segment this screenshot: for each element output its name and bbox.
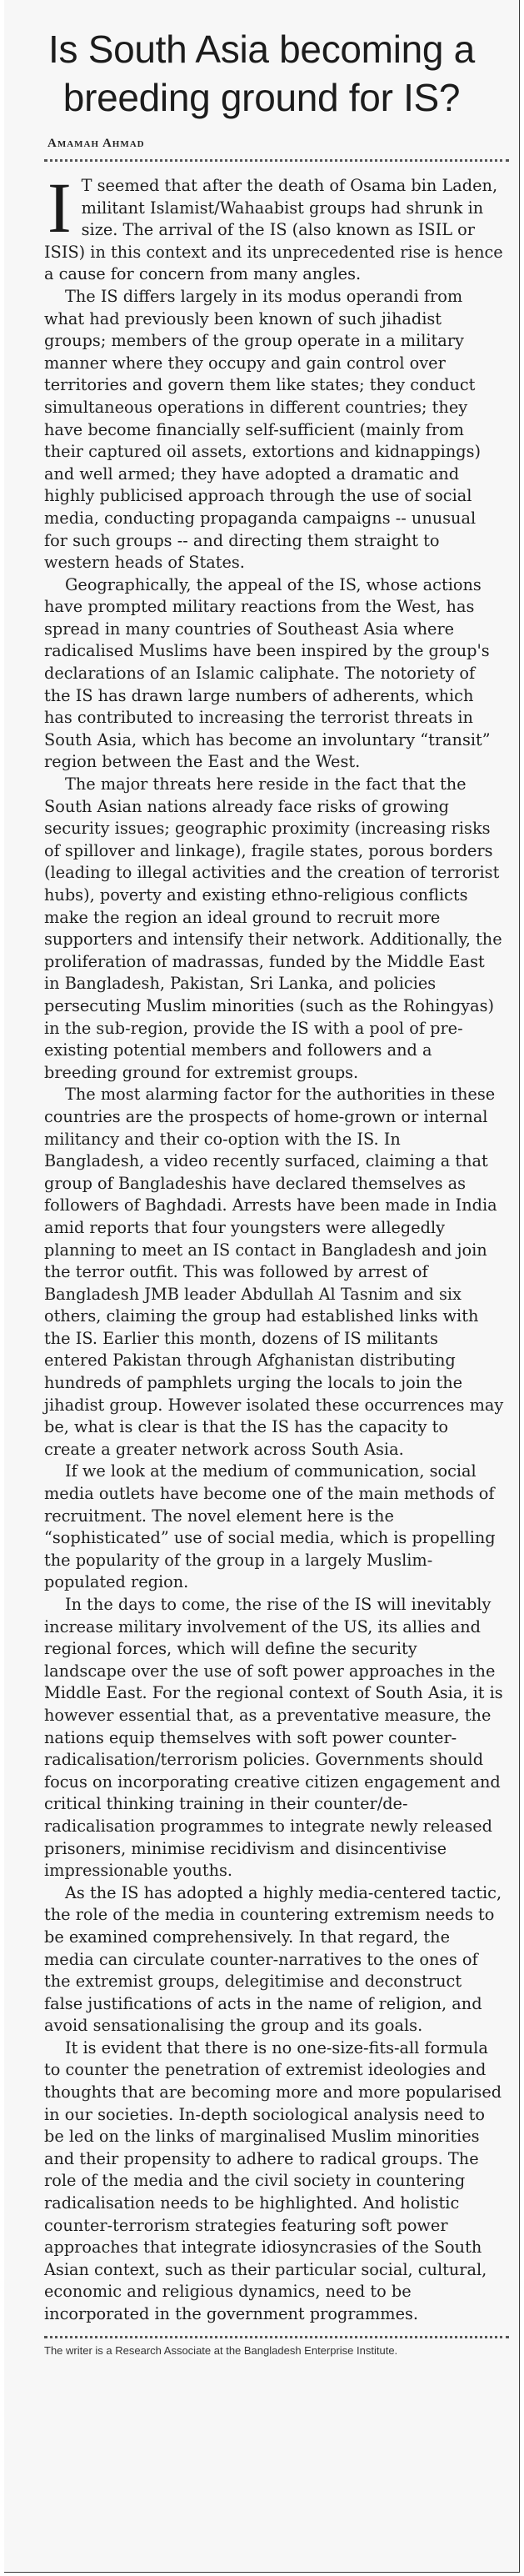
article-body [44,168,504,2326]
newspaper-clipping [4,0,520,2573]
author-footnote: The writer is a Research Associate at the Bangladesh Enterprise Institute. [44,2343,398,2357]
article-byline: Amamah Ahmad [47,137,145,150]
article-paragraph: As the IS has adopted a highly media-centered tactic, the role of the media in countering extremism needs to be examined comprehensively. In that regard, the media can circulate counter-narratives to the ones of the extremist groups, delegitimise and deconstruct false justifications of acts in the name of religion, and avoid sensationalising the group and its goals. [44,1882,502,2036]
footnote-divider [44,2336,509,2338]
paragraph-text: T seemed that after the death of Osama bin Laden, militant Islamist/Wahaabist groups had shrunk in size. The arrival of the IS (also known as ISIL or ISIS) in this context and its unprecedented rise is hence a cause for concern from many angles. [44,176,503,284]
article-paragraph: Geographically, the appeal of the IS, whose actions have prompted military reactions from the West, has spread in many countries of Southeast Asia where radicalised Muslims have been inspired by the group's declarations of an Islamic caliphate. The notoriety of the IS has drawn large numbers of adherents, which has contributed to increasing the terrorist threats in South Asia, which has become an involuntary “transit” region between the East and the West. [44,574,491,772]
article-paragraph: In the days to come, the rise of the IS will inevitably increase military involvement of the US, its allies and regional forces, which will define the security landscape over the use of soft power approaches in the Middle East. For the regional context of South Asia, it is however essential that, as a preventative measure, the nations equip themselves with soft power counter-radicalisation/terrorism policies. Governments should focus on incorporating creative citizen engagement and critical thinking training in their counter/de-radicalisation programmes to integrate newly released prisoners, minimise recidivism and disincentivise impressionable youths. [44,1595,503,1881]
article-paragraph: The IS differs largely in its modus operandi from what had previously been known of such jihadist groups; members of the group operate in a military manner where they occupy and gain control over territories and govern them like states; they conduct simultaneous operations in different countries; they have become financially self-sufficient (mainly from their captured oil assets, extortions and kidnappings) and well armed; they have adopted a dramatic and highly publicised approach through the use of social media, conducting propaganda campaigns -- unusual for such groups -- and directing them straight to western heads of States. [44,286,482,573]
drop-cap: I [47,168,72,248]
article-headline: Is South Asia becoming a breeding ground for IS? [48,28,475,119]
article-paragraph: If we look at the medium of communication, social media outlets have become one of the main methods of recruitment. The novel element here is the “sophisticated” use of social media, which is propelling the popularity of the group in a largely Muslim-populated region. [44,1461,496,1592]
article-paragraph: The most alarming factor for the authorities in these countries are the prospects of home-grown or internal militancy and their co-option with the IS. In Bangladesh, a video recently surfaced, claiming a that group of Bangladeshis have declared themselves as followers of Baghdadi. Arrests have been made in India amid reports that four youngsters were allegedly planning to meet an IS contact in Bangladesh and join the terror outfit. This was followed by arrest of Bangladesh JMB leader Abdullah Al Tasnim and six others, claiming the group had established links with the IS. Earlier this month, dozens of IS militants entered Pakistan through Afghanistan distributing hundreds of pamphlets urging the locals to join the jihadist group. However isolated these occurrences may be, what is clear is that the IS has the capacity to create a greater network across South Asia. [44,1085,504,1459]
article-paragraph: The major threats here reside in the fact that the South Asian nations already face risks of growing security issues; geographic proximity (increasing risks of spillover and linkage), fragile states, porous borders (leading to illegal activities and the creation of terrorist hubs), poverty and existing ethno-religious conflicts make the region an ideal ground to recruit more supporters and intensify their network. Additionally, the proliferation of madrassas, funded by the Middle East in Bangladesh, Pakistan, Sri Lanka, and policies persecuting Muslim minorities (such as the Rohingyas) in the sub-region, provide the IS with a pool of pre-existing potential members and followers and a breeding ground for extremist groups. [44,774,502,1082]
article-paragraph [44,168,504,286]
byline-divider [44,159,509,162]
article-paragraph: It is evident that there is no one-size-fits-all formula to counter the penetration of extremist ideologies and thoughts that are becoming more and more popularised in our societies. In-depth sociological analysis need to be led on the links of marginalised Muslim minorities and their propensity to adhere to radical groups. The role of the media and the civil society in countering radicalisation needs to be highlighted. And holistic counter-terrorism strategies featuring soft power approaches that integrate idiosyncrasies of the South Asian context, such as their particular social, cultural, economic and religious dynamics, need to be incorporated in the government programmes. [44,2037,502,2323]
